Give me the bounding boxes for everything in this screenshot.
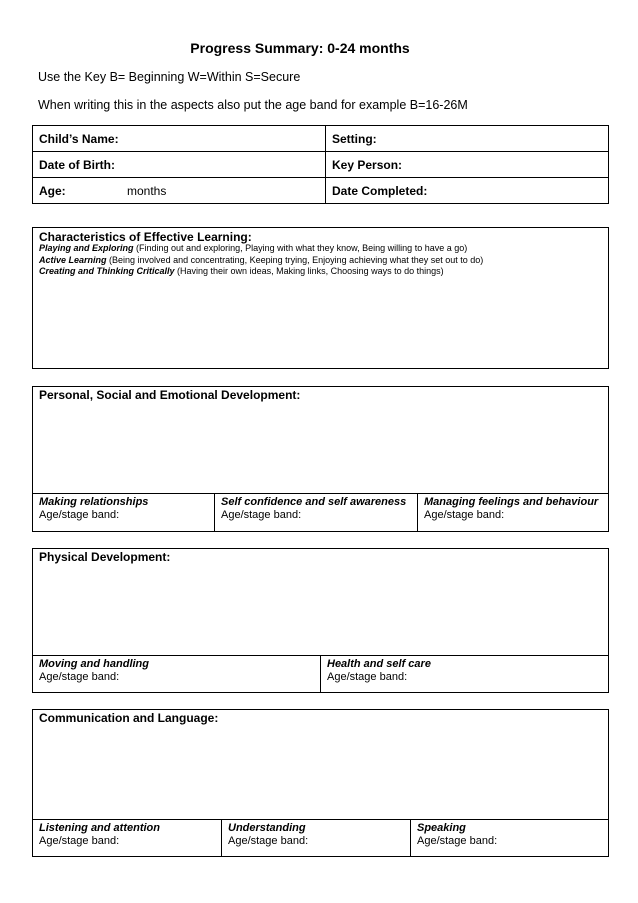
dob-label: Date of Birth: bbox=[39, 157, 115, 172]
aspect-title: Health and self care bbox=[327, 658, 431, 670]
psed-box[interactable] bbox=[32, 386, 609, 532]
setting-label: Setting: bbox=[332, 131, 377, 146]
age-field[interactable] bbox=[33, 178, 326, 204]
aspect-title: Understanding bbox=[228, 822, 306, 834]
band-label: Age/stage band: bbox=[417, 835, 498, 847]
psed-aspects-row bbox=[33, 493, 608, 532]
age-label: Age: bbox=[39, 183, 66, 198]
dob-field[interactable] bbox=[33, 152, 326, 178]
date-completed-field[interactable] bbox=[326, 178, 609, 204]
key-person-label: Key Person: bbox=[332, 157, 403, 172]
cel-heading: Characteristics of Effective Learning: bbox=[39, 230, 252, 244]
aspect-title: Listening and attention bbox=[39, 822, 160, 834]
aspect-understanding[interactable] bbox=[221, 820, 410, 857]
band-label: Age/stage band: bbox=[39, 835, 120, 847]
pd-aspects-row bbox=[33, 655, 608, 693]
band-label: Age/stage band: bbox=[221, 509, 302, 521]
aspect-title: Self confidence and self awareness bbox=[221, 496, 407, 508]
aspect-making-relationships[interactable] bbox=[33, 494, 214, 532]
aspect-speaking[interactable] bbox=[410, 820, 608, 857]
cel-item-label: Playing and Exploring bbox=[39, 243, 134, 253]
aspect-title: Managing feelings and behaviour bbox=[424, 496, 599, 508]
pd-heading: Physical Development: bbox=[39, 550, 171, 564]
cel-item-playing bbox=[39, 243, 604, 255]
date-completed-label: Date Completed: bbox=[332, 183, 428, 198]
cel-item-label: Creating and Thinking Critically bbox=[39, 266, 175, 276]
band-label: Age/stage band: bbox=[228, 835, 309, 847]
band-label: Age/stage band: bbox=[39, 671, 120, 683]
cl-box[interactable] bbox=[32, 709, 609, 857]
cel-item-creating bbox=[39, 266, 604, 278]
psed-heading: Personal, Social and Emotional Development: bbox=[39, 388, 301, 402]
band-label: Age/stage band: bbox=[39, 509, 120, 521]
band-label: Age/stage band: bbox=[327, 671, 408, 683]
aspect-managing-feelings[interactable] bbox=[417, 494, 608, 532]
cel-item-desc: (Being involved and concentrating, Keeping trying, Enjoying achieving what they set out to do) bbox=[106, 254, 484, 265]
aspect-listening-attention[interactable] bbox=[33, 820, 221, 857]
page-title: Progress Summary: 0-24 months bbox=[190, 40, 410, 56]
cel-item-desc: (Having their own ideas, Making links, Choosing ways to do things) bbox=[174, 266, 444, 276]
key-person-field[interactable] bbox=[326, 152, 609, 178]
child-name-field[interactable] bbox=[33, 126, 326, 152]
key-line: Use the Key B= Beginning W=Within S=Secure bbox=[38, 70, 301, 84]
cel-box[interactable] bbox=[32, 227, 609, 369]
aspect-moving-handling[interactable] bbox=[33, 656, 320, 693]
child-name-label: Child’s Name: bbox=[39, 131, 119, 146]
cel-item-active bbox=[39, 255, 604, 267]
cel-item-desc: (Finding out and exploring, Playing with what they know, Being willing to have a go) bbox=[136, 243, 468, 253]
setting-field[interactable] bbox=[326, 126, 609, 152]
band-label: Age/stage band: bbox=[424, 509, 505, 521]
cel-item-label: Active Learning bbox=[39, 254, 107, 265]
aspect-title: Moving and handling bbox=[39, 658, 149, 670]
child-info-table bbox=[32, 125, 609, 204]
aspect-title: Speaking bbox=[417, 822, 466, 834]
cl-aspects-row bbox=[33, 819, 608, 857]
aspect-self-confidence[interactable] bbox=[214, 494, 417, 532]
aspect-title: Making relationships bbox=[39, 496, 149, 508]
months-label: months bbox=[127, 183, 167, 198]
cl-heading: Communication and Language: bbox=[39, 711, 219, 725]
aspect-health-selfcare[interactable] bbox=[320, 656, 608, 693]
pd-box[interactable] bbox=[32, 548, 609, 693]
note-line: When writing this in the aspects also put the age band for example B=16-26M bbox=[38, 98, 468, 112]
